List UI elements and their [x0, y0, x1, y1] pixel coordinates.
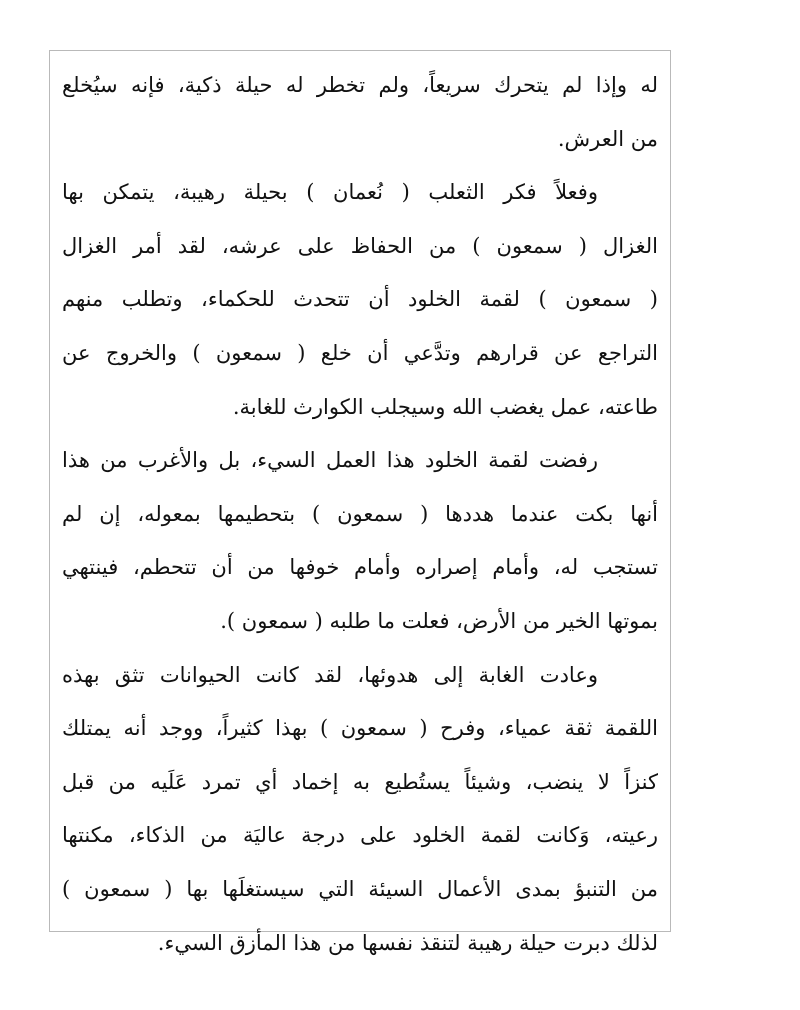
text-line-1: له وإذا لم يتحرك سريعاً، ولم تخطر له حيلة ذكية، فإنه سيُخلع	[62, 73, 658, 97]
page-frame	[49, 50, 671, 955]
text-line-16: من التنبؤ بمدى الأعمال السيئة التي سيستغلَها بها ( سمعون )	[62, 876, 658, 901]
text-line-3: وفعلاً فكر الثعلب ( نُعمان ) بحيلة رهيبة، يتمكن بها	[62, 180, 598, 205]
text-line-8: رفضت لقمة الخلود هذا العمل السيء، بل والأغرب من هذا	[62, 448, 598, 473]
text-line-12: وعادت الغابة إلى هدوئها، لقد كانت الحيوانات تثق بهذه	[62, 662, 598, 687]
text-line-15: رعيته، وَكانت لقمة الخلود على درجة عاليَة من الذكاء، مكنتها	[62, 823, 658, 848]
document-body	[62, 59, 658, 970]
text-line-17: لذلك دبرت حيلة رهيبة لتنقذ نفسها من هذا المأزق السيء.	[157, 930, 658, 955]
text-line-9: أنها بكت عندما هددها ( سمعون ) بتحطيمها بمعوله، إن لم	[62, 501, 658, 526]
text-line-13: اللقمة ثقة عمياء، وفرح ( سمعون ) بهذا كثيراً، ووجد أنه يمتلك	[62, 716, 658, 741]
text-line-11: بموتها الخير من الأرض، فعلت ما طلبه ( سمعون ).	[220, 608, 658, 633]
text-line-10: تستجب له، وأمام إصراره وأمام خوفها من أن تتحطم، فينتهي	[62, 555, 658, 580]
text-line-2: من العرش.	[557, 126, 658, 151]
text-line-6: التراجع عن قرارهم وتدَّعي أن خلع ( سمعون ) والخروج عن	[62, 340, 658, 365]
text-line-5: ( سمعون ) لقمة الخلود أن تتحدث للحكماء، وتطلب منهم	[62, 287, 658, 312]
text-line-14: كنزاً لا ينضب، وشيئاً يستُطيع به إخماد أي تمرد عَلَيه من قبل	[62, 769, 658, 794]
text-line-7: طاعته، عمل يغضب الله وسيجلب الكوارث للغابة.	[232, 394, 658, 419]
text-line-4: الغزال ( سمعون ) من الحفاظ على عرشه، لقد أمر الغزال	[62, 233, 658, 258]
